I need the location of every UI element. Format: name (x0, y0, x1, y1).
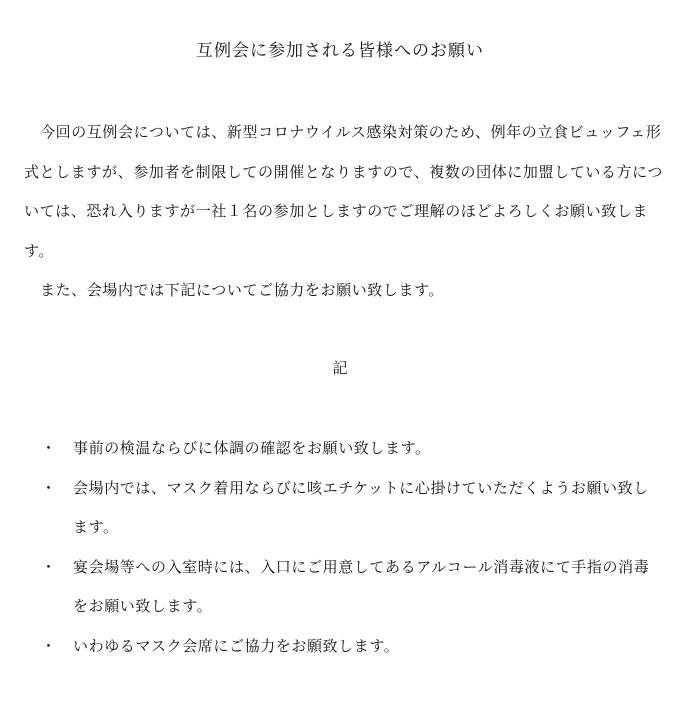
list-item-text: 宴会場等への入室時には、入口にご用意してあるアルコール消毒液にて手指の消毒をお願い致します。 (73, 557, 650, 615)
bullet-icon: ・ (41, 478, 57, 497)
bullet-icon: ・ (41, 636, 57, 655)
request-paragraph-text: また、会場内では下記についてご協力をお願い致します。 (40, 281, 445, 299)
list-item-text: 事前の検温ならびに体調の確認をお願い致します。 (73, 439, 431, 457)
list-item-text: いわゆるマスク会席にご協力をお願致します。 (73, 636, 400, 655)
list-item (0, 548, 680, 627)
request-paragraph (24, 271, 664, 311)
document-title: 互例会に参加される皆様へのお願い (196, 41, 484, 61)
list-item-text: 会場内では、マスク着用ならびに咳エチケットに心掛けていただくようお願い致します。 (73, 478, 649, 536)
ki-heading: 記 (332, 359, 348, 377)
list-item (0, 627, 680, 667)
bullet-icon: ・ (41, 439, 57, 457)
intro-paragraph-text: 今回の互例会については、新型コロナウイルス感染対策のため、例年の立食ビュッフェ形式としますが、参加者を制限しての開催となりますので、複数の団体に加盟している方については、恐れ入りますが一社１名の参加としますのでご理解のほどよろしくお願い致します。 (24, 123, 664, 260)
intro-paragraph (24, 113, 664, 271)
bullet-icon: ・ (41, 557, 57, 576)
list-item (0, 429, 680, 469)
list-item (0, 469, 680, 548)
request-list (0, 429, 680, 666)
